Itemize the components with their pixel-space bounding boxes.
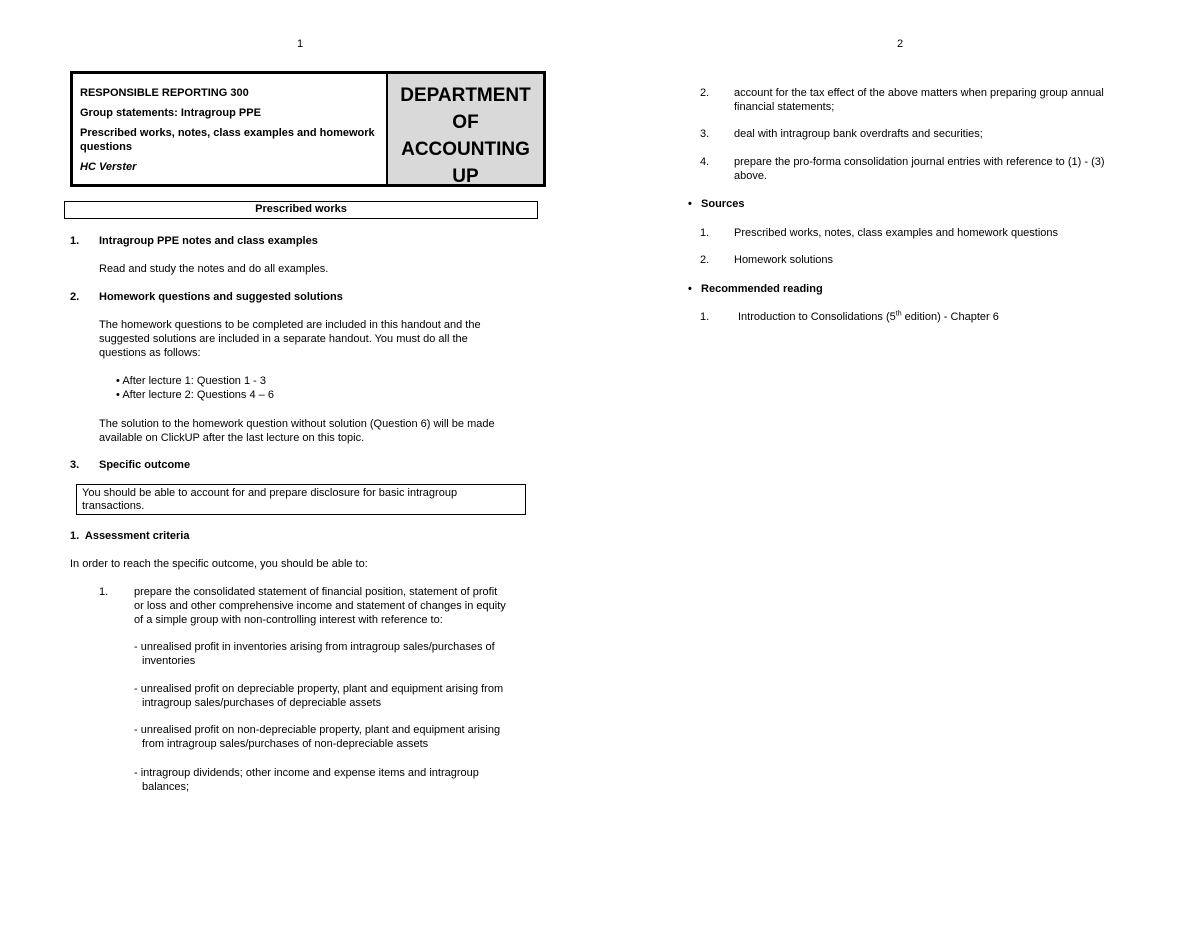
body-line: The solution to the homework question without solution (Question 6) will be made [99,418,495,430]
course-materials: Prescribed works, notes, class examples and homework questions [80,127,375,153]
reading-number: 1. [700,311,710,323]
sources-heading [688,197,744,211]
bullet-text: After lecture 2: Questions 4 – 6 [122,389,274,401]
criteria-text: deal with intragroup bank overdrafts and securities; [734,128,983,140]
body-line: prepare the consolidated statement of financial position, statement of profit [134,586,498,598]
body-line: of a simple group with non-controlling interest with reference to: [134,614,443,626]
criteria-subitem [134,640,495,668]
bullet-icon: • [688,283,692,295]
heading-text: Recommended reading [701,283,823,295]
criteria-text [734,86,1104,114]
criteria-number: 3. [700,128,710,140]
section-body: Read and study the notes and do all examples. [99,263,329,275]
body-line: The homework questions to be completed are included in this handout and the [99,319,481,331]
bullet-icon: • [116,389,120,401]
body-line: financial statements; [734,101,835,113]
heading-text: Sources [701,198,745,210]
dept-line: DEPARTMENT [400,85,531,106]
criteria-subitem [134,766,479,794]
course-topic: Group statements: Intragroup PPE [80,107,261,119]
course-header-box [70,71,546,187]
assessment-intro: In order to reach the specific outcome, you should be able to: [70,558,368,570]
body-line: intragroup sales/purchases of depreciable assets [142,697,382,709]
specific-outcome-box [76,484,526,515]
dept-line: UP [452,166,479,187]
body-line: prepare the pro-forma consolidation journal entries with reference to (1) - (3) [734,156,1105,168]
body-line: from intragroup sales/purchases of non-depreciable assets [142,738,429,750]
section-title: Homework questions and suggested solutions [99,291,343,303]
assessment-heading: 1. Assessment criteria [70,530,190,542]
criteria-text [134,585,506,627]
list-item [116,388,274,402]
course-author: HC Verster [80,161,137,173]
department-banner [388,74,543,187]
body-line: account for the tax effect of the above matters when preparing group annual [734,87,1104,99]
body-line: - intragroup dividends; other income and expense items and intragroup [134,767,479,779]
course-info [73,74,388,184]
bullet-icon: • [688,198,692,210]
bullet-list [116,374,274,402]
body-line: - unrealised profit in inventories arising from intragroup sales/purchases of [134,641,495,653]
section-title: Specific outcome [99,459,191,471]
criteria-subitem [134,682,503,710]
source-text: Prescribed works, notes, class examples and homework questions [734,227,1059,239]
body-line: available on ClickUP after the last lecture on this topic. [99,432,365,444]
course-title: RESPONSIBLE REPORTING 300 [80,87,249,99]
page-number-left: 1 [297,38,304,50]
body-line: - unrealised profit on non-depreciable property, plant and equipment arising [134,724,501,736]
body-line: or loss and other comprehensive income and statement of changes in equity [134,600,506,612]
reading-text [738,310,999,324]
dept-line: OF [452,112,479,133]
reading-superscript: th [895,310,902,318]
body-line: - unrealised profit on depreciable property, plant and equipment arising from [134,683,504,695]
section-body [99,318,530,360]
page-number-right: 2 [897,38,904,50]
dept-line: ACCOUNTING [401,139,530,160]
bullet-text: After lecture 1: Question 1 - 3 [122,375,266,387]
section-number: 3. [70,459,80,471]
section-number: 2. [70,291,80,303]
reading-text-part: Introduction to Consolidations (5 [738,311,896,323]
body-line: transactions. [82,500,145,512]
body-line: balances; [142,781,190,793]
criteria-number: 2. [700,87,710,99]
bullet-icon: • [116,375,120,387]
section-title: Intragroup PPE notes and class examples [99,235,318,247]
criteria-text [734,155,1105,183]
section-number: 1. [70,235,80,247]
recommended-reading-heading [688,282,823,296]
body-line: You should be able to account for and prepare disclosure for basic intragroup [82,487,458,499]
body-line: inventories [142,655,196,667]
source-number: 2. [700,254,710,266]
criteria-number: 1. [99,586,109,598]
body-line: suggested solutions are included in a separate handout. You must do all the [99,333,468,345]
body-line: questions as follows: [99,347,201,359]
criteria-subitem [134,723,500,751]
reading-text-part: edition) - Chapter 6 [901,311,999,323]
section-note [99,417,495,445]
list-item [116,374,274,388]
criteria-number: 4. [700,156,710,168]
prescribed-works-heading: Prescribed works [64,201,538,219]
source-number: 1. [700,227,710,239]
body-line: above. [734,170,768,182]
source-text: Homework solutions [734,254,834,266]
